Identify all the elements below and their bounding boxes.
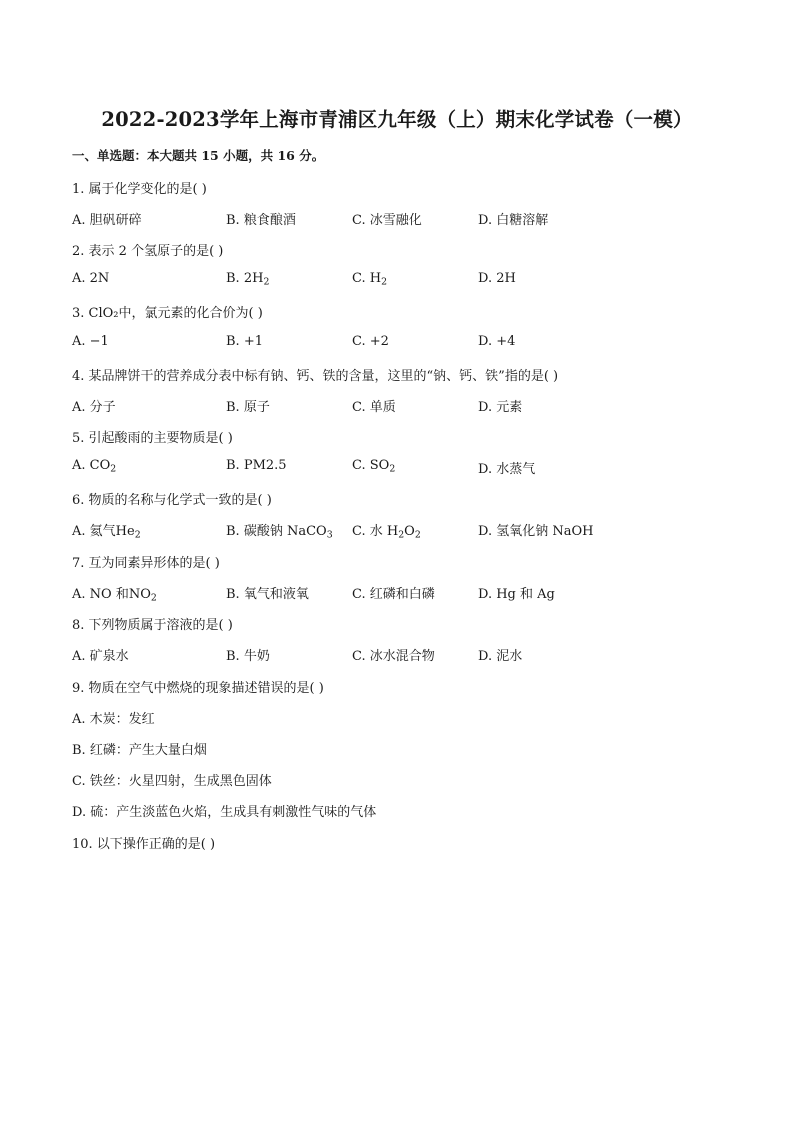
question-7: 7. 互为同素异形体的是( ) bbox=[72, 556, 220, 571]
q9-option-d: D. 硫：产生淡蓝色火焰，生成具有刺激性气味的气体 bbox=[72, 805, 377, 820]
q7-option-a bbox=[72, 583, 157, 602]
q2-option-b-sub: 2 bbox=[263, 276, 270, 288]
q3-option-b: B. +1 bbox=[226, 334, 263, 349]
q7-option-b: B. 氧气和液氧 bbox=[226, 587, 309, 602]
question-3: 3. ClO₂中，氯元素的化合价为( ) bbox=[72, 306, 263, 321]
q4-option-a: A. 分子 bbox=[72, 400, 116, 415]
q4-option-c: C. 单质 bbox=[352, 400, 396, 415]
q5-option-d: D. 水蒸气 bbox=[478, 462, 536, 477]
q7-option-a-sub: 2 bbox=[150, 592, 157, 604]
q4-option-d: D. 元素 bbox=[478, 400, 523, 415]
q5-option-c-sub: 2 bbox=[389, 463, 396, 475]
q9-option-a: A. 木炭：发红 bbox=[72, 712, 155, 727]
page-title: 2022-2023学年上海市青浦区九年级（上）期末化学试卷（一模） bbox=[101, 108, 693, 131]
q7-option-d: D. Hg 和 Ag bbox=[478, 587, 555, 602]
q7-option-c: C. 红磷和白磷 bbox=[352, 587, 435, 602]
q5-option-b: B. PM2.5 bbox=[226, 458, 287, 473]
q6-option-a-text: A. 氦气He bbox=[72, 524, 135, 539]
question-10: 10. 以下操作正确的是( ) bbox=[72, 837, 216, 852]
q6-option-c-text: C. 水 H bbox=[352, 524, 399, 539]
q8-option-d: D. 泥水 bbox=[478, 649, 523, 664]
q7-option-a-text: A. NO 和NO bbox=[72, 587, 151, 602]
q8-option-b: B. 牛奶 bbox=[226, 649, 270, 664]
q8-option-c: C. 冰水混合物 bbox=[352, 649, 435, 664]
q3-option-a: A. −1 bbox=[72, 334, 109, 349]
q1-option-a: A. 胆矾研碎 bbox=[72, 213, 142, 228]
q6-option-c bbox=[352, 520, 421, 539]
q6-option-b-text: B. 碳酸钠 NaCO bbox=[226, 524, 327, 539]
q9-option-b: B. 红磷：产生大量白烟 bbox=[72, 743, 207, 758]
q6-option-c-tail: O bbox=[404, 524, 415, 539]
q2-option-c-text: C. H bbox=[352, 271, 382, 286]
q5-option-a-sub: 2 bbox=[110, 463, 117, 475]
question-6: 6. 物质的名称与化学式一致的是( ) bbox=[72, 493, 272, 508]
q6-option-c-sub: 2 bbox=[398, 529, 405, 541]
q2-option-a-text: A. 2N bbox=[72, 271, 110, 286]
q5-option-a bbox=[72, 458, 116, 473]
q2-option-d bbox=[478, 271, 516, 286]
q1-option-d: D. 白糖溶解 bbox=[478, 213, 549, 228]
q3-option-c: C. +2 bbox=[352, 334, 389, 349]
question-4: 4. 某品牌饼干的营养成分表中标有钠、钙、铁的含量，这里的“钠、钙、铁”指的是( ) bbox=[72, 369, 559, 384]
q1-option-c: C. 冰雪融化 bbox=[352, 213, 422, 228]
q2-option-a bbox=[72, 271, 109, 286]
q2-option-b-text: B. 2H bbox=[226, 271, 264, 286]
q4-option-b: B. 原子 bbox=[226, 400, 270, 415]
q5-option-c bbox=[352, 458, 395, 473]
q6-option-a bbox=[72, 520, 141, 539]
q6-option-c-tail-sub: 2 bbox=[414, 529, 421, 541]
question-8: 8. 下列物质属于溶液的是( ) bbox=[72, 618, 233, 633]
question-9: 9. 物质在空气中燃烧的现象描述错误的是( ) bbox=[72, 681, 324, 696]
q2-option-c bbox=[352, 271, 387, 286]
q5-option-c-text: C. SO bbox=[352, 458, 390, 473]
question-5: 5. 引起酸雨的主要物质是( ) bbox=[72, 431, 233, 446]
question-2: 2. 表示 2 个氢原子的是( ) bbox=[72, 244, 224, 259]
q6-option-a-sub: 2 bbox=[134, 529, 141, 541]
q2-option-b bbox=[226, 271, 269, 286]
q6-option-b bbox=[226, 520, 333, 539]
q6-option-d: D. 氢氧化钠 NaOH bbox=[478, 524, 594, 539]
q2-option-c-sub: 2 bbox=[381, 276, 388, 288]
q6-option-b-sub: 3 bbox=[326, 529, 333, 541]
q3-option-d: D. +4 bbox=[478, 334, 516, 349]
q8-option-a: A. 矿泉水 bbox=[72, 649, 129, 664]
q2-option-d-text: D. 2H bbox=[478, 271, 516, 286]
q9-option-c: C. 铁丝：火星四射，生成黑色固体 bbox=[72, 774, 272, 789]
question-1: 1. 属于化学变化的是( ) bbox=[72, 182, 207, 197]
section-heading: 一、单选题：本大题共 15 小题，共 16 分。 bbox=[72, 148, 325, 163]
q5-option-a-text: A. CO bbox=[72, 458, 111, 473]
q1-option-b: B. 粮食酿酒 bbox=[226, 213, 296, 228]
